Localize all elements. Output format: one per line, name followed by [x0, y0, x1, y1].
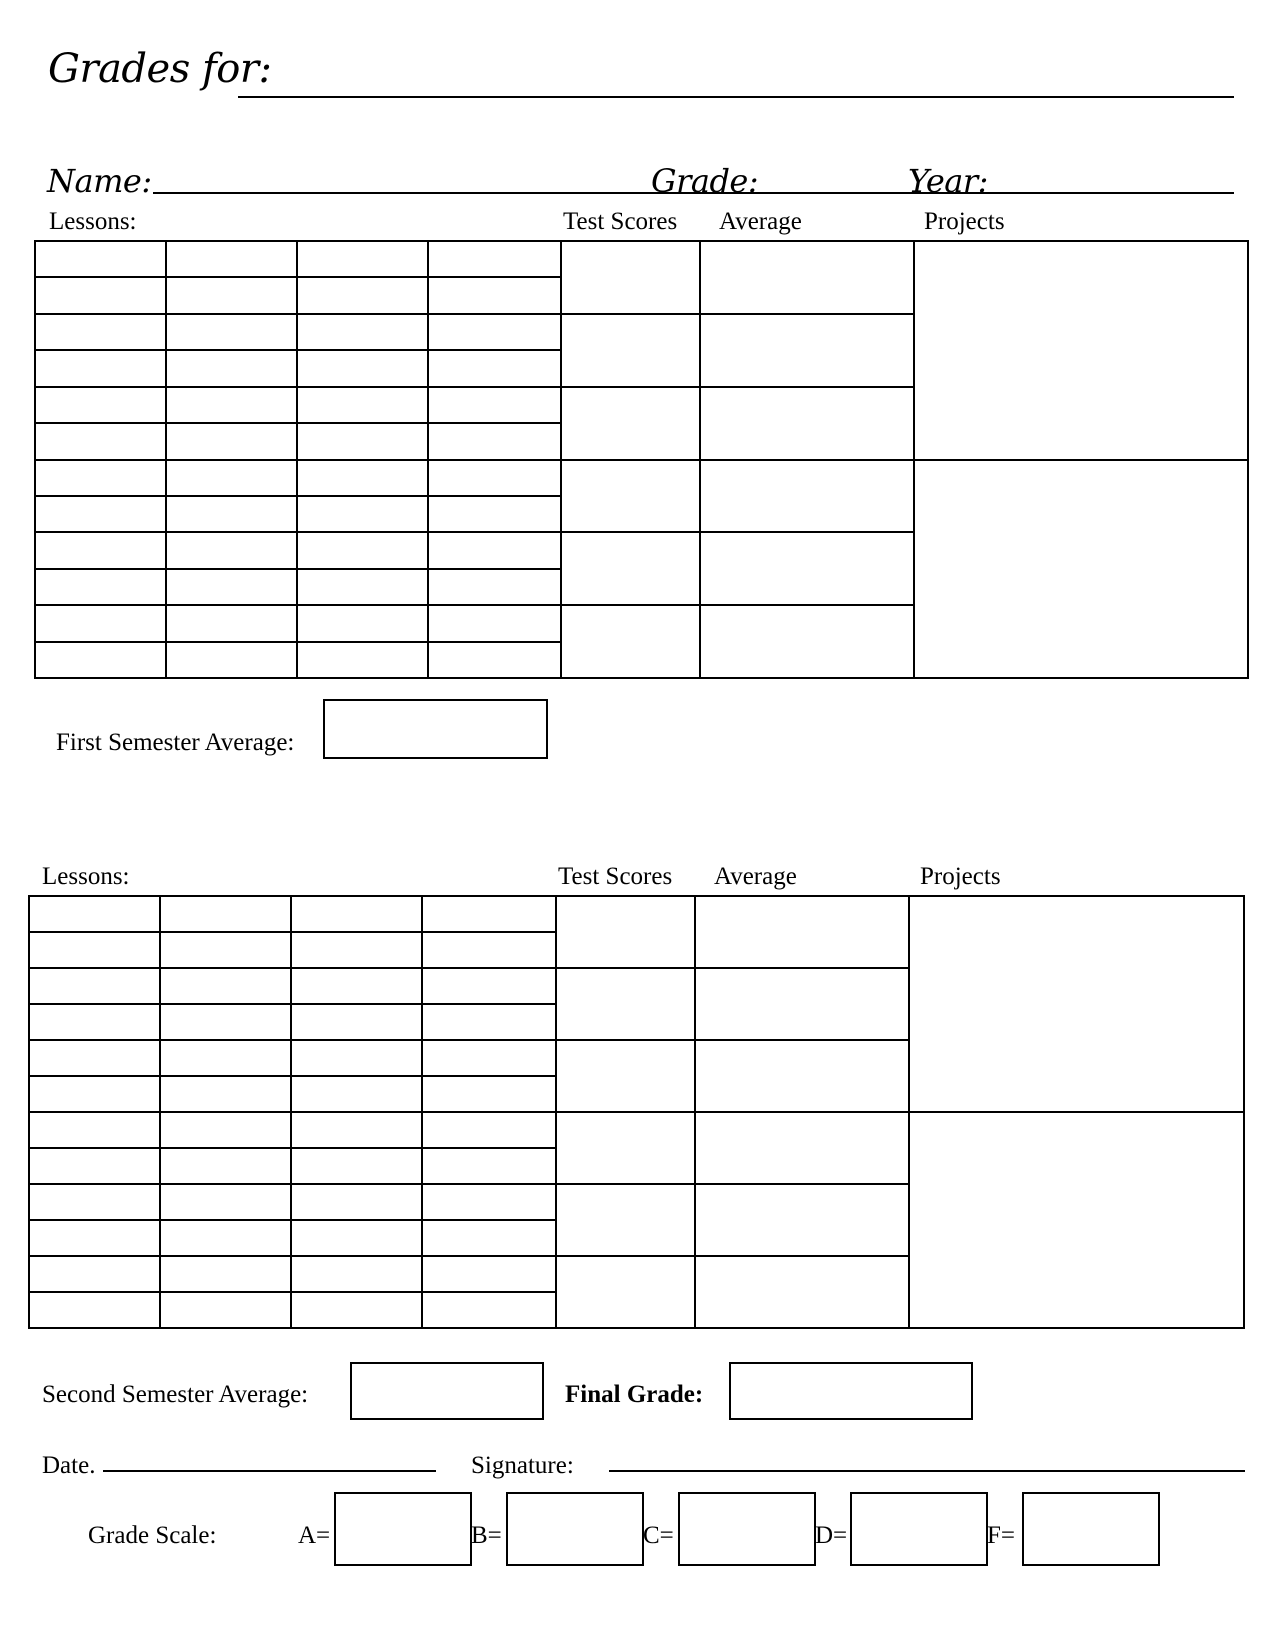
lesson-cell[interactable] [167, 424, 296, 458]
date-line[interactable] [103, 1470, 436, 1472]
lesson-cell[interactable] [292, 1041, 421, 1075]
lesson-cell[interactable] [167, 497, 296, 531]
lesson-cell[interactable] [429, 461, 560, 495]
average-cell[interactable] [701, 606, 913, 677]
lesson-cell[interactable] [161, 1221, 290, 1255]
final-grade-field[interactable] [729, 1362, 973, 1420]
student-name-title-line[interactable] [238, 96, 1234, 98]
lesson-cell[interactable] [292, 1185, 421, 1219]
test-score-cell[interactable] [557, 1041, 694, 1111]
average-cell[interactable] [696, 1257, 908, 1327]
projects-cell[interactable] [915, 242, 1247, 459]
lesson-cell[interactable] [36, 388, 165, 422]
lesson-cell[interactable] [36, 242, 165, 276]
lesson-cell[interactable] [298, 533, 427, 567]
test-score-cell[interactable] [562, 388, 699, 459]
name-grade-year-line[interactable] [153, 192, 1234, 194]
lesson-cell[interactable] [429, 533, 560, 567]
test-score-cell[interactable] [557, 1113, 694, 1183]
lesson-cell[interactable] [292, 969, 421, 1003]
test-scores-label: Test Scores [563, 208, 678, 235]
average-cell[interactable] [696, 1185, 908, 1255]
projects-label: Projects [924, 208, 1005, 235]
lesson-cell[interactable] [161, 933, 290, 967]
test-score-cell[interactable] [562, 242, 699, 313]
average-cell[interactable] [696, 969, 908, 1039]
grade-scale-d-field[interactable] [850, 1492, 988, 1566]
grade-scale-label: Grade Scale: [88, 1522, 217, 1549]
average-cell[interactable] [701, 461, 913, 532]
lesson-cell[interactable] [292, 1077, 421, 1111]
lessons-label: Lessons: [42, 863, 130, 890]
lesson-cell[interactable] [429, 424, 560, 458]
lesson-cell[interactable] [298, 606, 427, 640]
lesson-cell[interactable] [423, 1293, 555, 1327]
test-score-cell[interactable] [557, 969, 694, 1039]
lessons-label: Lessons: [49, 208, 137, 235]
lesson-cell[interactable] [30, 1077, 159, 1111]
form-title: Grades for: [48, 46, 272, 92]
grade-scale-a-label: A= [298, 1522, 331, 1549]
test-score-cell[interactable] [562, 606, 699, 677]
lesson-cell[interactable] [36, 278, 165, 312]
projects-cell[interactable] [915, 461, 1247, 678]
signature-line[interactable] [609, 1470, 1245, 1472]
lesson-cell[interactable] [423, 1113, 555, 1147]
lesson-cell[interactable] [429, 643, 560, 677]
lesson-cell[interactable] [423, 1005, 555, 1039]
lesson-cell[interactable] [30, 1185, 159, 1219]
average-cell[interactable] [701, 242, 913, 313]
test-score-cell[interactable] [557, 1185, 694, 1255]
grade-scale-a-field[interactable] [334, 1492, 472, 1566]
lesson-cell[interactable] [36, 643, 165, 677]
semester1-grid [34, 240, 1249, 679]
lesson-cell[interactable] [167, 242, 296, 276]
lesson-cell[interactable] [423, 1149, 555, 1183]
lesson-cell[interactable] [36, 351, 165, 385]
semester2-grid [28, 895, 1245, 1329]
lesson-cell[interactable] [298, 242, 427, 276]
lesson-cell[interactable] [429, 570, 560, 604]
lesson-cell[interactable] [30, 1005, 159, 1039]
average-cell[interactable] [696, 1041, 908, 1111]
lesson-cell[interactable] [30, 1221, 159, 1255]
lesson-cell[interactable] [36, 606, 165, 640]
second-semester-average-label: Second Semester Average: [42, 1381, 309, 1408]
signature-label: Signature: [471, 1452, 574, 1479]
lesson-cell[interactable] [423, 1041, 555, 1075]
date-label: Date. [42, 1452, 96, 1479]
average-cell[interactable] [701, 315, 913, 386]
lesson-cell[interactable] [30, 969, 159, 1003]
lesson-cell[interactable] [36, 533, 165, 567]
lesson-cell[interactable] [161, 1149, 290, 1183]
lesson-cell[interactable] [161, 1185, 290, 1219]
grade-scale-c-label: C= [643, 1522, 674, 1549]
lesson-cell[interactable] [30, 897, 159, 931]
projects-label: Projects [920, 863, 1001, 890]
lesson-cell[interactable] [36, 315, 165, 349]
lesson-cell[interactable] [423, 1185, 555, 1219]
average-label: Average [714, 863, 797, 890]
lesson-cell[interactable] [298, 388, 427, 422]
test-score-cell[interactable] [562, 461, 699, 532]
average-cell[interactable] [701, 388, 913, 459]
lesson-cell[interactable] [292, 1257, 421, 1291]
lesson-cell[interactable] [298, 570, 427, 604]
first-semester-average-field[interactable] [323, 699, 548, 759]
average-cell[interactable] [701, 533, 913, 604]
lesson-cell[interactable] [161, 1293, 290, 1327]
year-label: Year: [908, 162, 988, 200]
lesson-cell[interactable] [36, 461, 165, 495]
lesson-cell[interactable] [298, 461, 427, 495]
lesson-cell[interactable] [298, 351, 427, 385]
second-semester-average-field[interactable] [350, 1362, 544, 1420]
lesson-cell[interactable] [298, 424, 427, 458]
lesson-cell[interactable] [161, 1041, 290, 1075]
name-label: Name: [47, 162, 152, 200]
lesson-cell[interactable] [36, 424, 165, 458]
lesson-cell[interactable] [161, 1077, 290, 1111]
average-label: Average [719, 208, 802, 235]
projects-cell[interactable] [910, 897, 1243, 1111]
lesson-cell[interactable] [36, 497, 165, 531]
lesson-cell[interactable] [298, 315, 427, 349]
grade-scale-b-field[interactable] [506, 1492, 644, 1566]
lesson-cell[interactable] [292, 1221, 421, 1255]
lesson-cell[interactable] [429, 315, 560, 349]
lesson-cell[interactable] [167, 533, 296, 567]
lesson-cell[interactable] [423, 897, 555, 931]
lesson-cell[interactable] [423, 1257, 555, 1291]
grade-scale-c-field[interactable] [678, 1492, 816, 1566]
grade-scale-b-label: B= [471, 1522, 502, 1549]
lesson-cell[interactable] [167, 315, 296, 349]
lesson-cell[interactable] [30, 1293, 159, 1327]
test-score-cell[interactable] [557, 897, 694, 967]
lesson-cell[interactable] [167, 278, 296, 312]
lesson-cell[interactable] [30, 1149, 159, 1183]
lesson-cell[interactable] [30, 933, 159, 967]
lesson-cell[interactable] [423, 1221, 555, 1255]
lesson-cell[interactable] [429, 497, 560, 531]
lesson-cell[interactable] [167, 643, 296, 677]
grade-scale-f-field[interactable] [1022, 1492, 1160, 1566]
lesson-cell[interactable] [161, 1113, 290, 1147]
lesson-cell[interactable] [429, 351, 560, 385]
test-scores-label: Test Scores [558, 863, 673, 890]
lesson-cell[interactable] [423, 969, 555, 1003]
grade-label: Grade: [651, 162, 759, 200]
lesson-cell[interactable] [292, 897, 421, 931]
lesson-cell[interactable] [167, 388, 296, 422]
lesson-cell[interactable] [36, 570, 165, 604]
lesson-cell[interactable] [292, 1149, 421, 1183]
lesson-cell[interactable] [429, 606, 560, 640]
lesson-cell[interactable] [298, 497, 427, 531]
lesson-cell[interactable] [423, 933, 555, 967]
average-cell[interactable] [696, 897, 908, 967]
lesson-cell[interactable] [167, 606, 296, 640]
test-score-cell[interactable] [557, 1257, 694, 1327]
lesson-cell[interactable] [30, 1041, 159, 1075]
lesson-cell[interactable] [30, 1257, 159, 1291]
lesson-cell[interactable] [161, 897, 290, 931]
lesson-cell[interactable] [292, 933, 421, 967]
lesson-cell[interactable] [423, 1077, 555, 1111]
first-semester-average-label: First Semester Average: [56, 729, 295, 756]
lesson-cell[interactable] [167, 570, 296, 604]
lesson-cell[interactable] [298, 278, 427, 312]
lesson-cell[interactable] [161, 1257, 290, 1291]
average-cell[interactable] [696, 1113, 908, 1183]
grade-scale-d-label: D= [815, 1522, 848, 1549]
lesson-cell[interactable] [292, 1293, 421, 1327]
lesson-cell[interactable] [161, 1005, 290, 1039]
grade-scale-f-label: F= [987, 1522, 1016, 1549]
lesson-cell[interactable] [167, 351, 296, 385]
lesson-cell[interactable] [298, 643, 427, 677]
projects-cell[interactable] [910, 1113, 1243, 1327]
lesson-cell[interactable] [292, 1005, 421, 1039]
lesson-cell[interactable] [167, 461, 296, 495]
test-score-cell[interactable] [562, 315, 699, 386]
test-score-cell[interactable] [562, 533, 699, 604]
lesson-cell[interactable] [30, 1113, 159, 1147]
lesson-cell[interactable] [429, 388, 560, 422]
lesson-cell[interactable] [429, 242, 560, 276]
lesson-cell[interactable] [292, 1113, 421, 1147]
lesson-cell[interactable] [429, 278, 560, 312]
lesson-cell[interactable] [161, 969, 290, 1003]
final-grade-label: Final Grade: [565, 1381, 704, 1408]
